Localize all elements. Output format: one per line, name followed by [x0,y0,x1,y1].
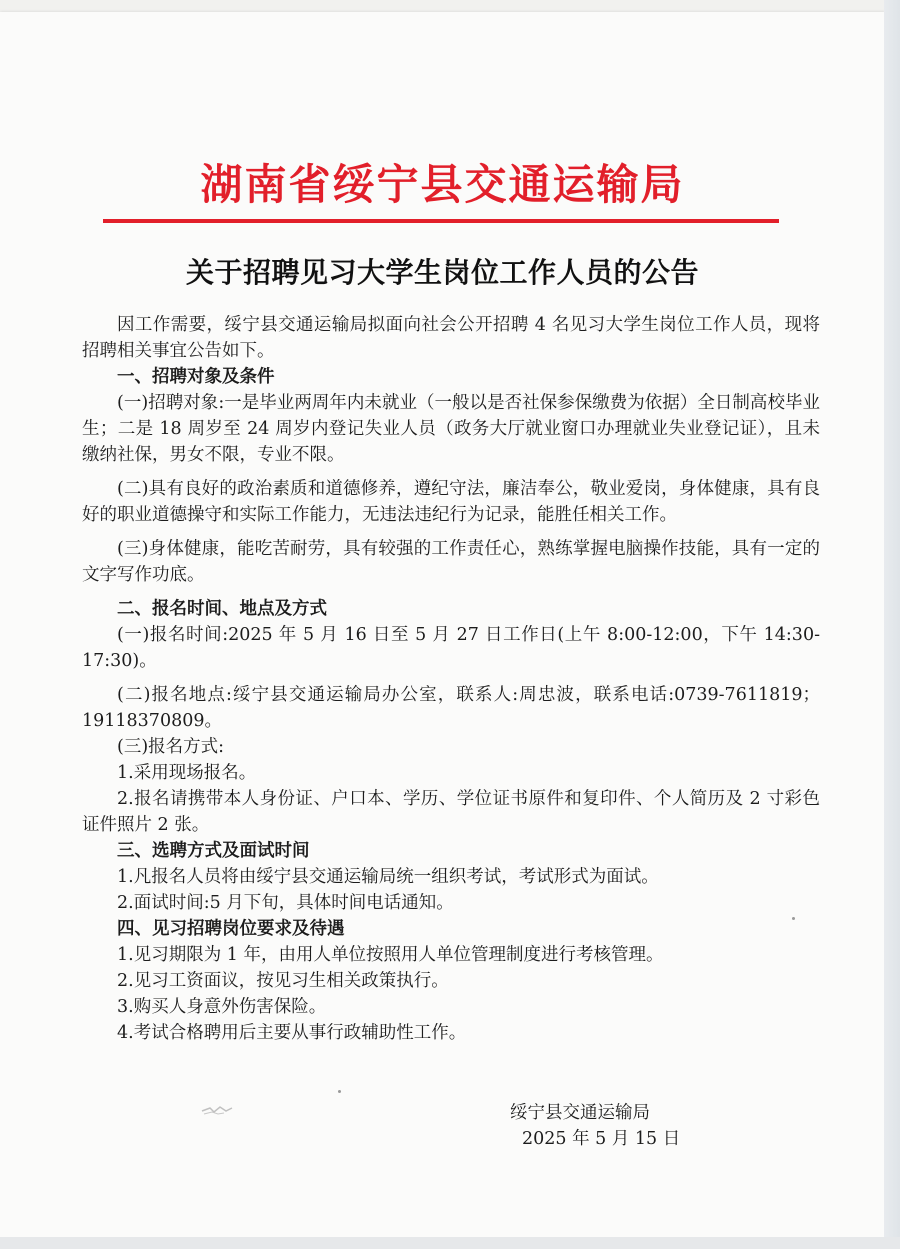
section-1-item-3: (三)身体健康，能吃苦耐劳，具有较强的工作责任心，熟练掌握电脑操作技能，具有一定的文字写作功底。 [82,539,820,585]
paper-speck [338,1090,341,1093]
letterhead-red-rule [103,219,779,223]
scanner-edge-right [884,0,900,1249]
section-4-item-1: 1.见习期限为 1 年，由用人单位按照用人单位管理制度进行考核管理。 [117,945,664,965]
section-3-heading: 三、选聘方式及面试时间 [117,841,310,861]
section-1-item-1: (一)招聘对象:一是毕业两周年内未就业（一般以是否社保参保缴费为依据）全日制高校毕业生；二是 18 周岁至 24 周岁内登记失业人员（政务大厅就业窗口办理就业失业登记证），且未缴纳社保，男女不限，专业不限。 [82,393,820,465]
signature-org: 绥宁县交通运输局 [510,1103,650,1123]
document-page [0,12,885,1237]
section-2-item-3: (三)报名方式: [117,737,225,757]
section-4-item-4: 4.考试合格聘用后主要从事行政辅助性工作。 [117,1023,467,1043]
section-2-item-4: 1.采用现场报名。 [117,763,257,783]
paper-scuff-mark [200,1102,234,1116]
section-2-item-2: (二)报名地点:绥宁县交通运输局办公室，联系人:周忠波，联系电话:0739-7611819；19118370809。 [82,685,820,731]
scanner-edge-bottom [0,1237,900,1249]
intro-paragraph: 因工作需要，绥宁县交通运输局拟面向社会公开招聘 4 名见习大学生岗位工作人员，现将招聘相关事宜公告如下。 [82,315,820,361]
signature-block [510,1100,680,1152]
letterhead-title: 湖南省绥宁县交通运输局 [200,160,685,209]
section-4-item-3: 3.购买人身意外伤害保险。 [117,997,327,1017]
section-2-item-5: 2.报名请携带本人身份证、户口本、学历、学位证书原件和复印件、个人简历及 2 寸彩色证件照片 2 张。 [82,789,820,835]
signature-date: 2025 年 5 月 15 日 [522,1129,681,1149]
paper-speck [792,917,795,920]
notice-title: 关于招聘见习大学生岗位工作人员的公告 [185,256,699,289]
section-2-heading: 二、报名时间、地点及方式 [117,599,327,619]
section-2-item-1: (一)报名时间:2025 年 5 月 16 日至 5 月 27 日工作日(上午 8:00-12:00，下午 14:30-17:30)。 [82,625,820,671]
section-3-item-2: 2.面试时间:5 月下旬，具体时间电话通知。 [117,893,454,913]
section-4-heading: 四、见习招聘岗位要求及待遇 [117,919,345,939]
section-1-item-2: (二)具有良好的政治素质和道德修养，遵纪守法，廉洁奉公，敬业爱岗，身体健康，具有良好的职业道德操守和实际工作能力，无违法违纪行为记录，能胜任相关工作。 [82,479,820,525]
section-4-item-2: 2.见习工资面议，按见习生相关政策执行。 [117,971,449,991]
section-3-item-1: 1.凡报名人员将由绥宁县交通运输局统一组织考试，考试形式为面试。 [117,867,659,887]
notice-body [82,312,820,1046]
section-1-heading: 一、招聘对象及条件 [117,367,275,387]
